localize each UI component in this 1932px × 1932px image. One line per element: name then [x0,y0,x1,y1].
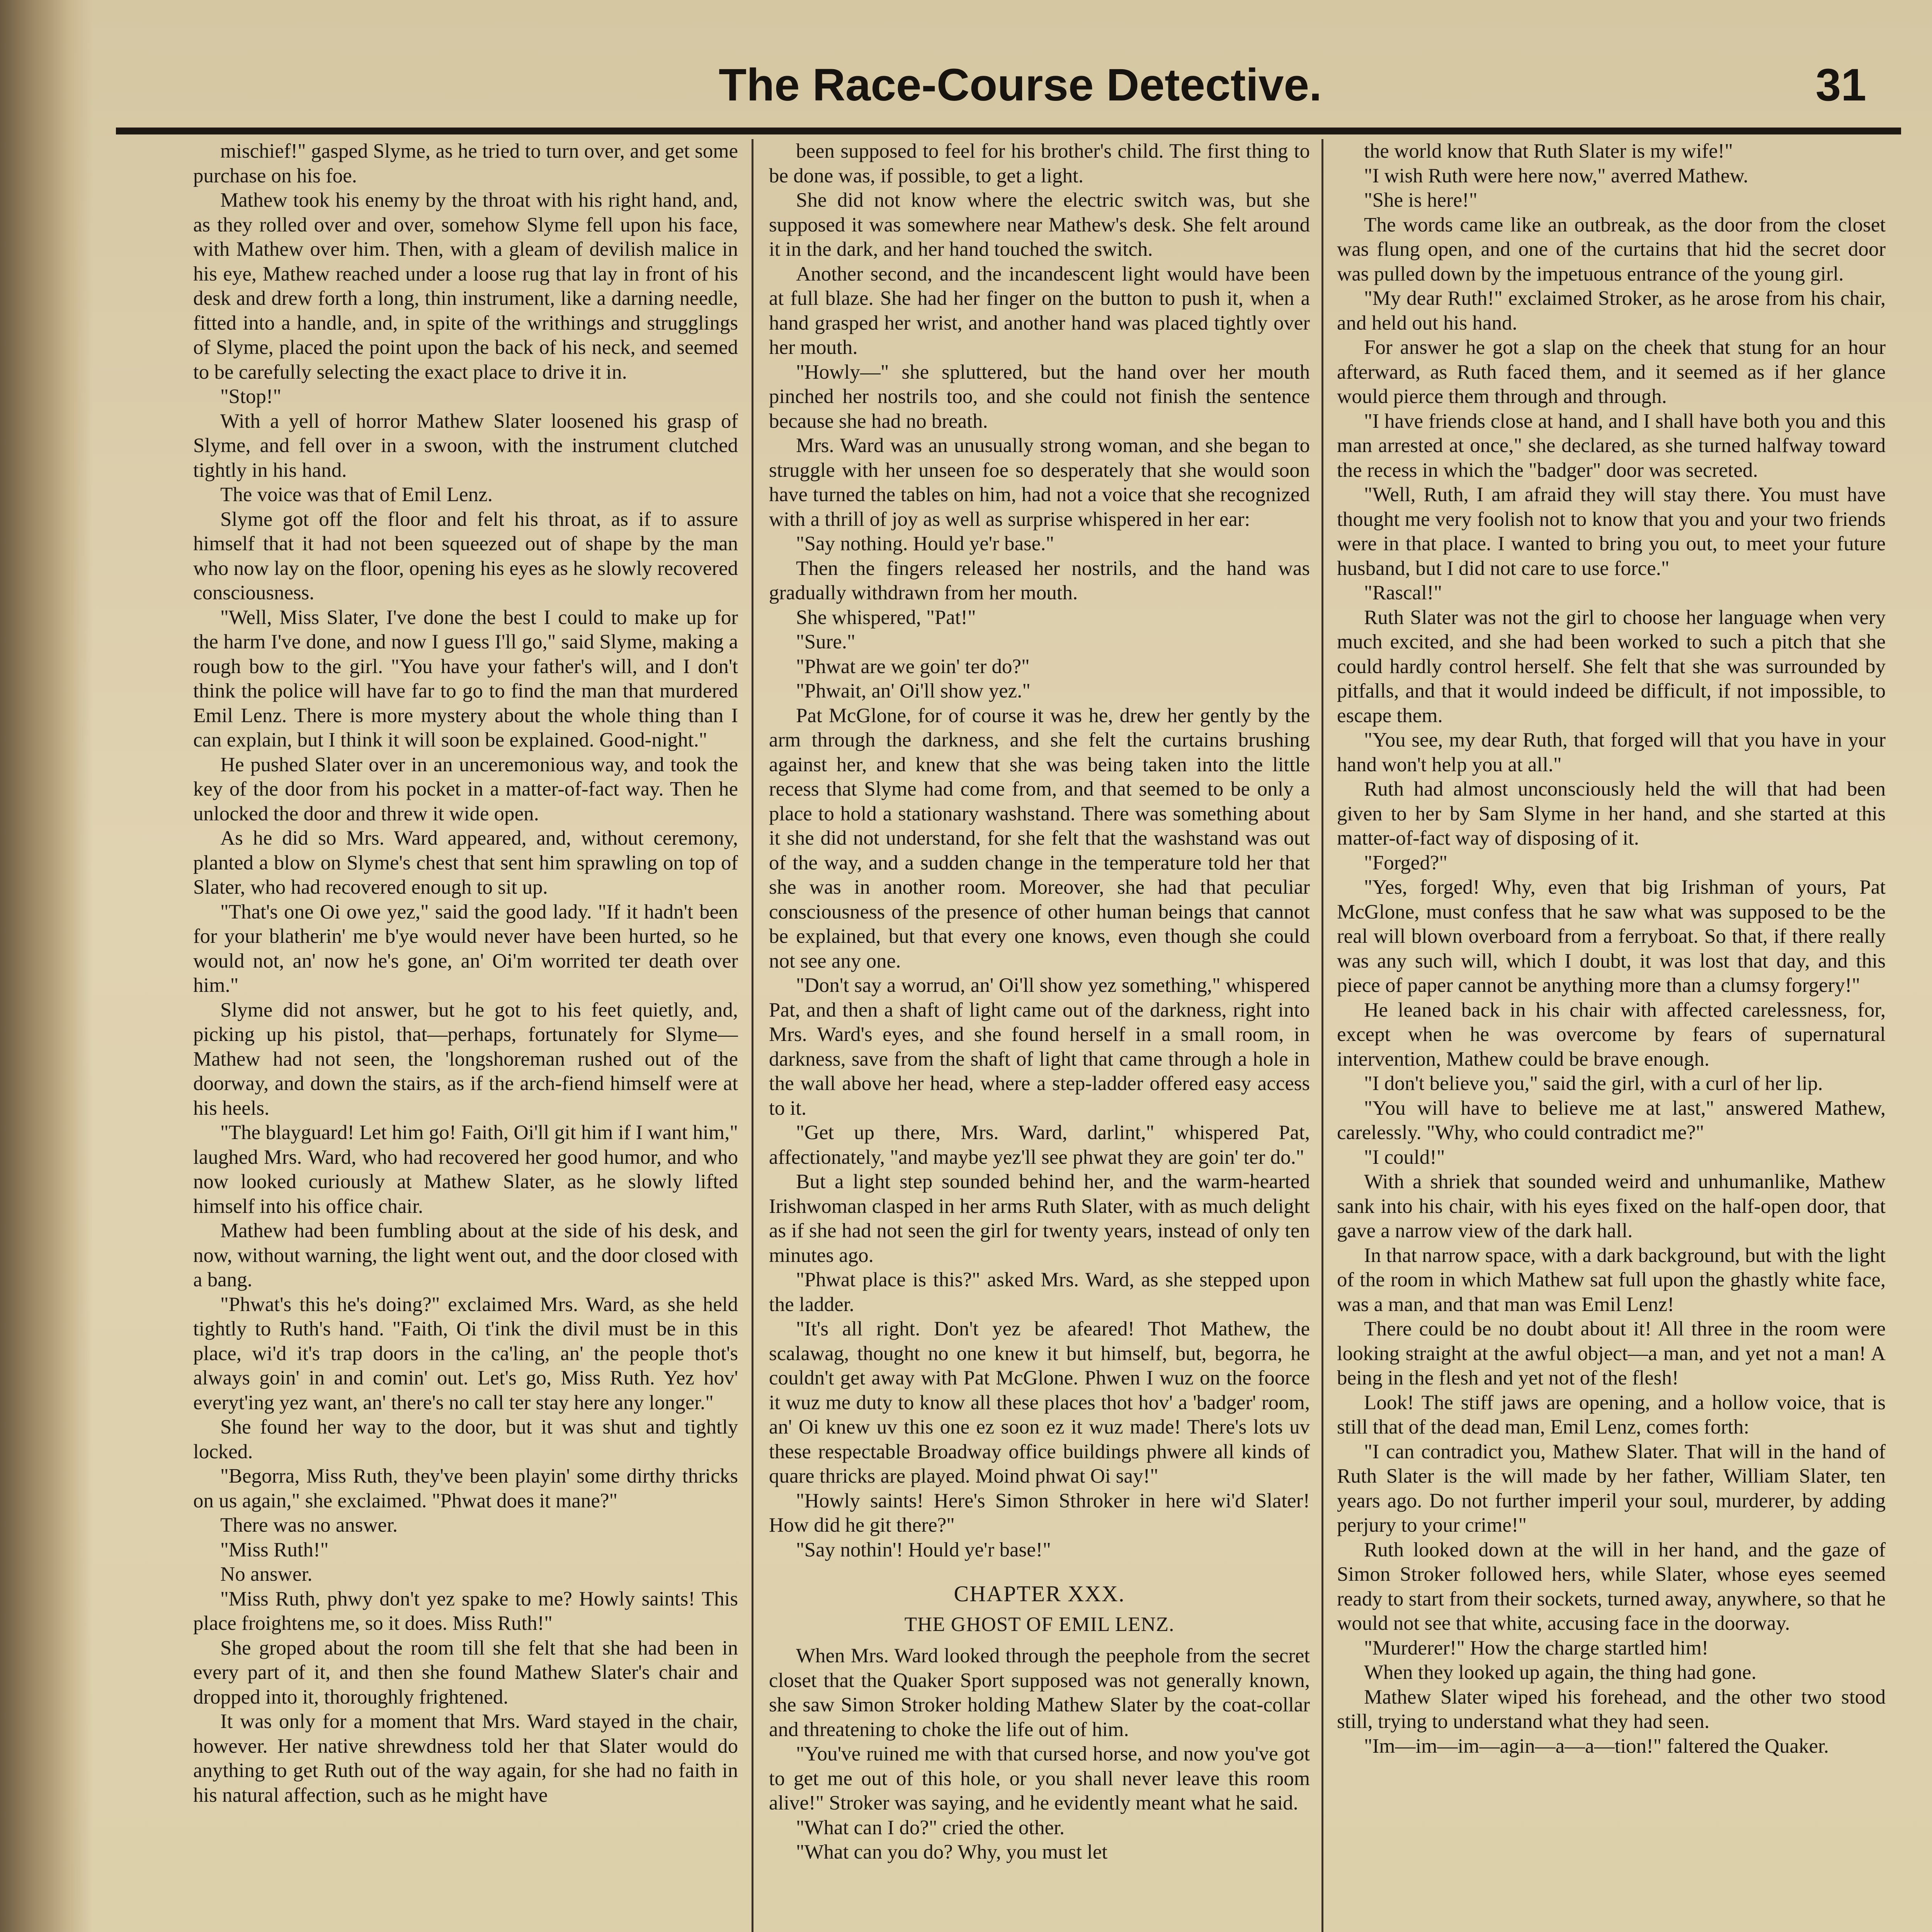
paragraph: been supposed to feel for his brother's child. The first thing to be done was, if possible, to get a light. [769,140,1310,187]
paragraph: As he did so Mrs. Ward appeared, and, without ceremony, planted a blow on Slyme's chest that sent him sprawling on top of Slater, who had recovered enough to sit up. [193,827,738,898]
paragraph: Another second, and the incandescent light would have been at full blaze. She had her finger on the button to push it, when a hand grasped her wrist, and another hand was placed tightly over her mouth. [769,262,1310,359]
paragraph: "That's one Oi owe yez," said the good lady. "If it hadn't been for your blatherin' me b'ye would never have been hurted, so he would not, an' now he's gone, an' Oi'm worrited ter death over him." [193,900,738,997]
paragraph: Ruth had almost unconsciously held the will that had been given to her by Sam Slyme in her hand, and she started at this matter-of-fact way of disposing of it. [1337,778,1886,849]
paragraph: When Mrs. Ward looked through the peephole from the secret closet that the Quaker Sport supposed was not generally known, she saw Simon Stroker holding Mathew Slater by the coat-collar and threatening to choke the life out of him. [769,1645,1310,1741]
paragraph: "I don't believe you," said the girl, with a curl of her lip. [1364,1072,1823,1095]
paragraph: "Stop!" [220,385,282,408]
paragraph: "I can contradict you, Mathew Slater. That will in the hand of Ruth Slater is the will made by her father, William Slater, ten years ago. Do not further imperil your soul, murderer, by adding perjury to your crime!" [1337,1440,1886,1536]
paragraph: "Miss Ruth, phwy don't yez spake to me? Howly saints! This place froightens me, so it does. Miss Ruth!" [193,1587,738,1634]
paragraph: "My dear Ruth!" exclaimed Stroker, as he arose from his chair, and held out his hand. [1337,287,1886,334]
paragraph: "Im—im—im—agin—a—a—tion!" faltered the Quaker. [1364,1735,1829,1757]
paragraph: No answer. [220,1563,313,1585]
paragraph: "Phwat are we goin' ter do?" [796,655,1030,678]
column-divider-1 [752,139,753,1932]
paragraph: "I could!" [1364,1146,1445,1168]
paragraph: Slyme got off the floor and felt his throat, as if to assure himself that it had not been squeezed out of shape by the man who now lay on the floor, opening his eyes as he slowly recovered consciousness. [193,508,738,604]
paragraph: "Howly saints! Here's Simon Sthroker in here wi'd Slater! How did he git there?" [769,1489,1310,1536]
paragraph: She whispered, "Pat!" [796,606,976,629]
paragraph: "Don't say a worrud, an' Oi'll show yez something," whispered Pat, and then a shaft of light came out of the darkness, right into Mrs. Ward's eyes, and she found herself in a small room, in darkness, save from the shaft of light that came through a hole in the wall above her head, where a step-ladder offered easy access to it. [769,974,1310,1119]
paragraph: The words came like an outbreak, as the door from the closet was flung open, and one of the curtains that hid the secret door was pulled down by the impetuous entrance of the young girl. [1337,213,1886,285]
paragraph: She did not know where the electric switch was, but she supposed it was somewhere near Mathew's desk. She felt around it in the dark, and her hand touched the switch. [769,189,1310,260]
paragraph: Ruth Slater was not the girl to choose her language when very much excited, and she had been worked to such a pitch that she could hardly control herself. She felt that she was surrounded by pitfalls, and that it would indeed be difficult, if not impossible, to escape them. [1337,606,1886,727]
paragraph: "It's all right. Don't yez be afeared! Thot Mathew, the scalawag, thought no one knew it but himself, but, begorra, he couldn't get away with Pat McGlone. Phwen I wuz on the foorce it wuz me duty to know all these places thot hov' a 'badger' room, an' Oi knew uv this one ez soon ez it wuz made! There's lots uv these respectable Broadway office buildings phwere all kinds of quare thricks are played. Moind phwat Oi say!" [769,1318,1310,1487]
paragraph: The voice was that of Emil Lenz. [220,483,493,506]
paragraph: He pushed Slater over in an unceremonious way, and took the key of the door from his pocket in a matter-of-fact way. Then he unlocked the door and threw it wide open. [193,753,738,825]
column-divider-2 [1321,139,1323,1932]
paragraph: Mathew Slater wiped his forehead, and the other two stood still, trying to understand what they had seen. [1337,1685,1886,1733]
paragraph: "Well, Miss Slater, I've done the best I could to make up for the harm I've done, and now I guess I'll go," said Slyme, making a rough bow to the girl. "You have your father's will, and I don't think the police will have far to go to find the man that murdered Emil Lenz. There is more mystery about the whole thing than I can explain, but I think it will soon be explained. Good-night." [193,606,738,751]
text-column-1 [193,139,738,1932]
paragraph: "I have friends close at hand, and I shall have both you and this man arrested at once," she declared, as she turned halfway toward the recess in which the "badger" door was secreted. [1337,410,1886,481]
paragraph: "You've ruined me with that cursed horse, and now you've got to get me out of this hole, or you shall never leave this room alive!" Stroker was saying, and he evidently meant what he said. [769,1743,1310,1814]
paragraph: the world know that Ruth Slater is my wife!" [1364,140,1733,162]
paragraph: "Get up there, Mrs. Ward, darlint," whispered Pat, affectionately, "and maybe yez'll see phwat they are goin' ter do." [769,1121,1310,1168]
publication-title: The Race-Course Detective. [719,60,1322,111]
paragraph: "Phwat place is this?" asked Mrs. Ward, as she stepped upon the ladder. [769,1269,1310,1316]
paragraph: "Miss Ruth!" [220,1538,329,1561]
paragraph: "Say nothin'! Hould ye'r base!" [796,1538,1051,1561]
paragraph: "Murderer!" How the charge startled him! [1364,1636,1709,1659]
page-spine-shadow [0,0,93,1932]
paragraph: Pat McGlone, for of course it was he, drew her gently by the arm through the darkness, and she felt the curtains brushing against her, and knew that she was being taken into the little recess that Slyme had come from, and that seemed to be only a place to hold a stationary washstand. There was something about it she did not understand, for she felt that the washstand was out of the way, and a sudden change in the temperature told her that she was in another room. Moreover, she had that peculiar consciousness of the presence of other human beings that cannot be explained, but that every one knows, even though she could not see any one. [769,704,1310,972]
paragraph: mischief!" gasped Slyme, as he tried to turn over, and get some purchase on his foe. [193,140,738,187]
paragraph: With a shriek that sounded weird and unhumanlike, Mathew sank into his chair, with his eyes fixed on the half-open door, that gave a narrow view of the dark hall. [1337,1170,1886,1242]
paragraph: Look! The stiff jaws are opening, and a hollow voice, that is still that of the dead man, Emil Lenz, comes forth: [1337,1391,1886,1438]
paragraph: He leaned back in his chair with affected carelessness, for, except when he was overcome by fears of supernatural intervention, Mathew could be brave enough. [1337,998,1886,1070]
paragraph: "You see, my dear Ruth, that forged will that you have in your hand won't help you at all." [1337,729,1886,776]
paragraph: "Howly—" she spluttered, but the hand over her mouth pinched her nostrils too, and she could not finish the sentence because she had no breath. [769,361,1310,432]
paragraph: But a light step sounded behind her, and the warm-hearted Irishwoman clasped in her arms Ruth Slater, with as much delight as if she had not seen the girl for twenty years, instead of only ten minutes ago. [769,1170,1310,1267]
page-header [116,43,1893,128]
paragraph: "She is here!" [1364,189,1478,211]
paragraph: It was only for a moment that Mrs. Ward stayed in the chair, however. Her native shrewdness told her that Slater would do anything to get Ruth out of the way again, for she had no faith in his natural affection, such as he might have [193,1710,738,1806]
paragraph: "Forged?" [1364,851,1447,874]
paragraph: "Phwait, an' Oi'll show yez." [796,680,1031,702]
paragraph: Mrs. Ward was an unusually strong woman, and she began to struggle with her unseen foe so desperately that she would soon have turned the tables on him, had not a voice that she recognized with a thrill of joy as well as surprise whispered in her ear: [769,434,1310,531]
paragraph: She found her way to the door, but it was shut and tightly locked. [193,1416,738,1463]
paragraph: There could be no doubt about it! All three in the room were looking straight at the awful object—a man, and yet not a man! A being in the flesh and yet not of the flesh! [1337,1318,1886,1389]
paragraph: "Begorra, Miss Ruth, they've been playin' some dirthy thricks on us again," she exclaimed. "Phwat does it mane?" [193,1465,738,1512]
paragraph: "I wish Ruth were here now," averred Mathew. [1364,164,1748,187]
paragraph: Slyme did not answer, but he got to his feet quietly, and, picking up his pistol, that—perhaps, fortunately for Slyme—Mathew had not seen, the 'longshoreman rushed out of the doorway, and down the stairs, as if the arch-fiend himself were at his heels. [193,998,738,1119]
chapter-subtitle: THE GHOST OF EMIL LENZ. [904,1613,1175,1636]
chapter-heading: CHAPTER XXX. [954,1581,1125,1606]
paragraph: "What can you do? Why, you must let [796,1841,1108,1863]
paragraph: Mathew had been fumbling about at the side of his desk, and now, without warning, the light went out, and the door closed with a bang. [193,1219,738,1291]
paragraph: Ruth looked down at the will in her hand, and the gaze of Simon Stroker followed hers, while Slater, whose eyes seemed ready to start from their sockets, turned away, anywhere, so that he would not see that white, accusing face in the doorway. [1337,1538,1886,1634]
text-column-2 [769,139,1310,1932]
text-column-3 [1337,139,1886,1932]
paragraph: For answer he got a slap on the cheek that stung for an hour afterward, as Ruth faced them, and it seemed as if her glance would pierce them through and through. [1337,336,1886,408]
header-rule [116,128,1901,134]
paragraph: "Rascal!" [1364,582,1442,604]
paragraph: Then the fingers released her nostrils, and the hand was gradually withdrawn from her mouth. [769,557,1310,604]
paragraph: "Yes, forged! Why, even that big Irishman of yours, Pat McGlone, must confess that he saw what was supposed to be the real will blown overboard from a ferryboat. So that, if there really was any such will, which I doubt, it was lost that day, and this piece of paper cannot be anything more than a clumsy forgery!" [1337,876,1886,997]
paragraph: Mathew took his enemy by the throat with his right hand, and, as they rolled over and over, somehow Slyme fell upon his face, with Mathew over him. Then, with a gleam of devilish malice in his eye, Mathew reached under a loose rug that lay in front of his desk and drew forth a long, thin instrument, like a darning needle, fitted into a handle, and, in spite of the writhings and strugglings of Slyme, placed the point upon the back of his neck, and seemed to be carefully selecting the exact place to drive it in. [193,189,738,383]
paragraph: There was no answer. [220,1514,398,1536]
page-number: 31 [1815,60,1866,111]
paragraph: When they looked up again, the thing had gone. [1364,1661,1757,1684]
paragraph: "The blayguard! Let him go! Faith, Oi'll git him if I want him," laughed Mrs. Ward, who had recovered her good humor, and who now looked curiously at Mathew Slater, as he slowly lifted himself into his office chair. [193,1121,738,1218]
paragraph: "Sure." [796,631,855,653]
paragraph: With a yell of horror Mathew Slater loosened his grasp of Slyme, and fell over in a swoon, with the instrument clutched tightly in his hand. [193,410,738,481]
paragraph: "Well, Ruth, I am afraid they will stay there. You must have thought me very foolish not to know that you and your two friends were in that place. I wanted to bring you out, to meet your future husband, but I did not care to use force." [1337,483,1886,580]
paragraph: In that narrow space, with a dark background, but with the light of the room in which Mathew sat full upon the ghastly white face, was a man, and that man was Emil Lenz! [1337,1244,1886,1316]
paragraph: "Phwat's this he's doing?" exclaimed Mrs. Ward, as she held tightly to Ruth's hand. "Faith, Oi t'ink the divil must be in this place, wi'd it's trap doors in the ca'ling, an' the people thot's always goin' in and comin' out. Let's go, Miss Ruth. Yez hov' everyt'ing yez want, an' there's no call ter stay here any longer." [193,1293,738,1414]
paragraph: "You will have to believe me at last," answered Mathew, carelessly. "Why, who could contradict me?" [1337,1097,1886,1144]
paragraph: She groped about the room till she felt that she had been in every part of it, and then she found Mathew Slater's chair and dropped into it, thoroughly frightened. [193,1636,738,1708]
paragraph: "What can I do?" cried the other. [796,1816,1065,1839]
paragraph: "Say nothing. Hould ye'r base." [796,532,1054,555]
